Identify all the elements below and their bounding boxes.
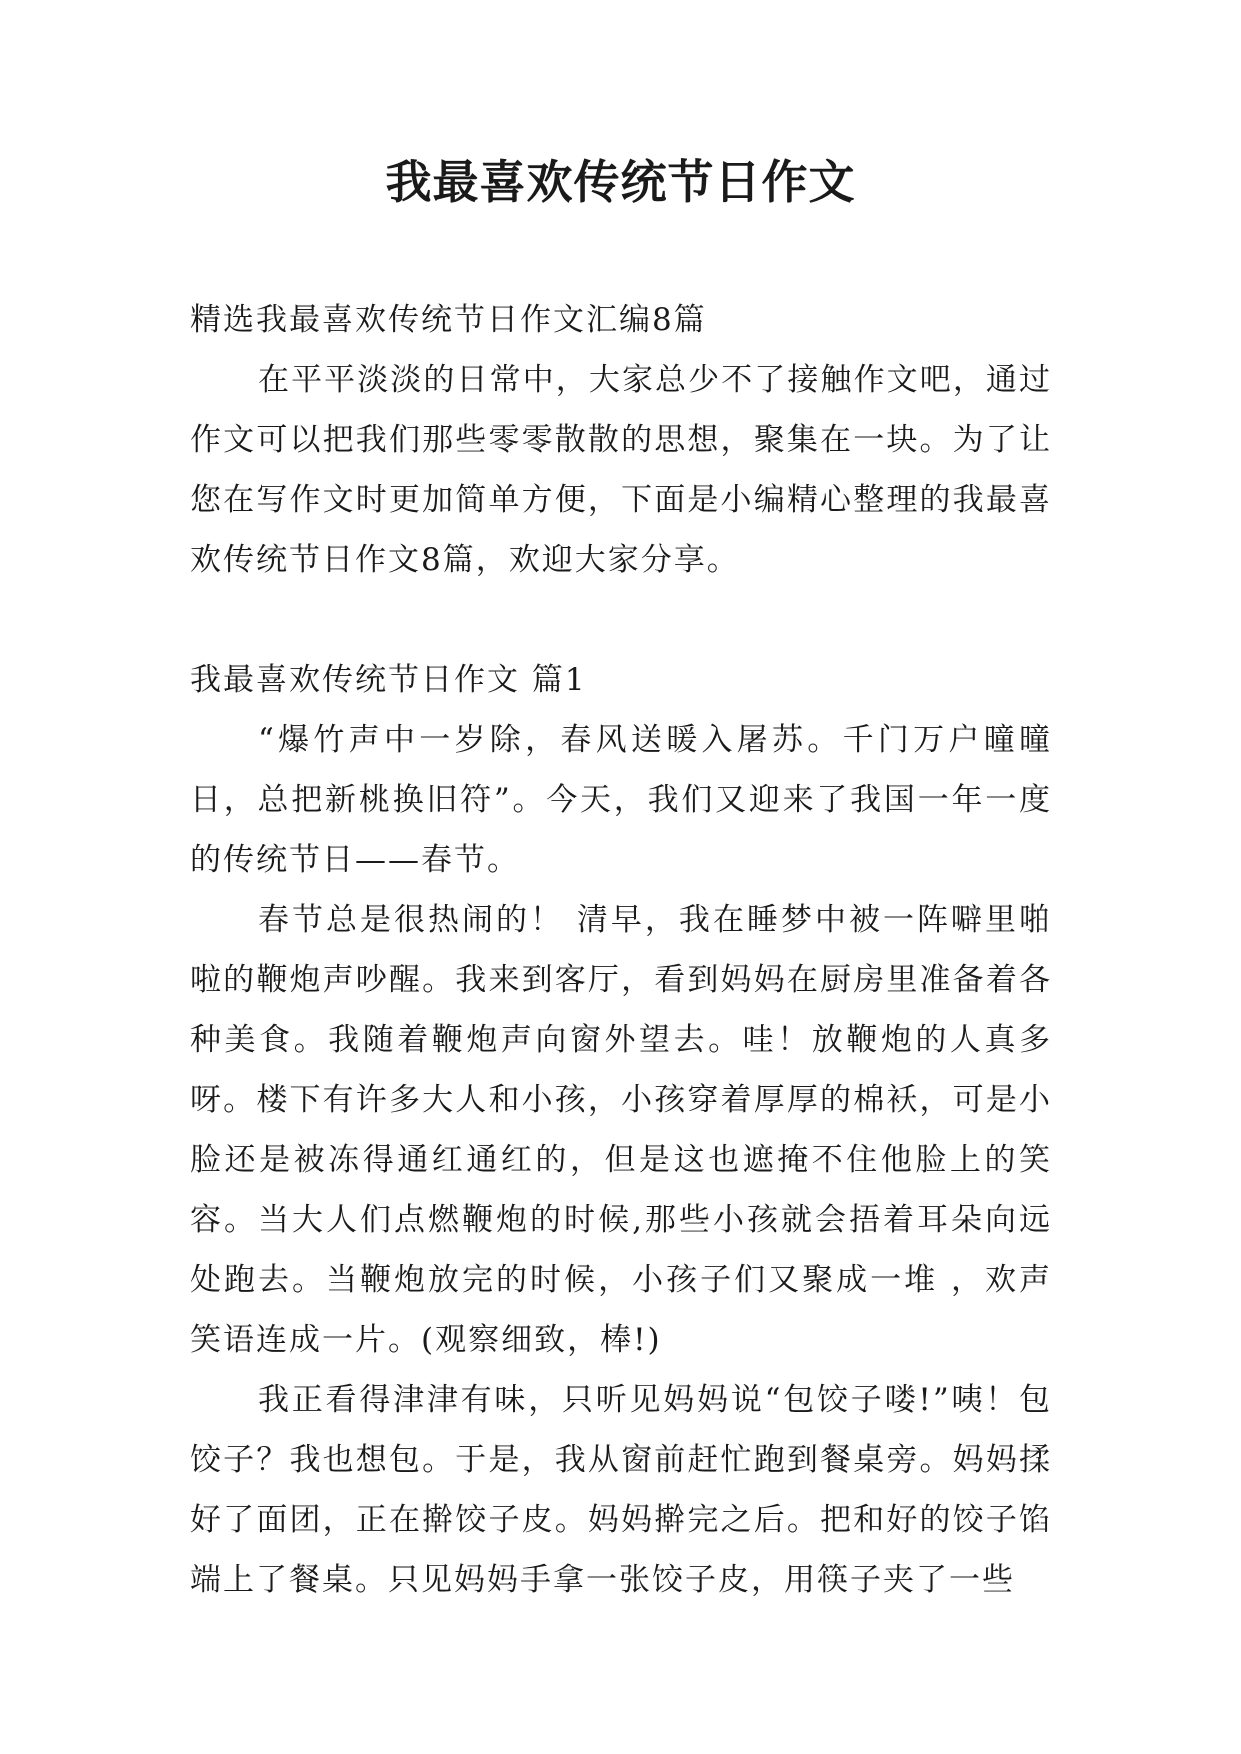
body-paragraph-2: 春节总是很热闹的！ 清早，我在睡梦中被一阵噼里啪啦的鞭炮声吵醒。我来到客厅，看到妈妈在厨房里准备着各种美食。我随着鞭炮声向窗外望去。哇！放鞭炮的人真多呀。楼下有许多大人和小孩，小孩穿着厚厚的棉袄，可是小脸还是被冻得通红通红的，但是这也遮掩不住他脸上的笑容。当大人们点燃鞭炮的时候,那些小孩就会捂着耳朵向远处跑去。当鞭炮放完的时候，小孩子们又聚成一堆 ，欢声笑语连成一片。(观察细致，棒!) [190,902,1052,1358]
document-title: 我最喜欢传统节日作文 [385,155,856,209]
document-subtitle: 精选我最喜欢传统节日作文汇编8篇 [190,302,707,338]
document-body [190,290,1052,1610]
section-heading: 我最喜欢传统节日作文 篇1 [190,662,587,698]
body-paragraph-3: 我正看得津津有味，只听见妈妈说“包饺子喽!”咦！包饺子？我也想包。于是，我从窗前赶忙跑到餐桌旁。妈妈揉好了面团，正在擀饺子皮。妈妈擀完之后。把和好的饺子馅端上了餐桌。只见妈妈手拿一张饺子皮，用筷子夹了一些 [190,1382,1052,1598]
intro-paragraph: 在平平淡淡的日常中，大家总少不了接触作文吧，通过作文可以把我们那些零零散散的思想，聚集在一块。为了让您在写作文时更加简单方便，下面是小编精心整理的我最喜欢传统节日作文8篇，欢迎大家分享。 [190,362,1052,578]
body-paragraph-1: “爆竹声中一岁除，春风送暖入屠苏。千门万户曈曈日，总把新桃换旧符”。今天，我们又迎来了我国一年一度的传统节日——春节。 [190,722,1052,878]
